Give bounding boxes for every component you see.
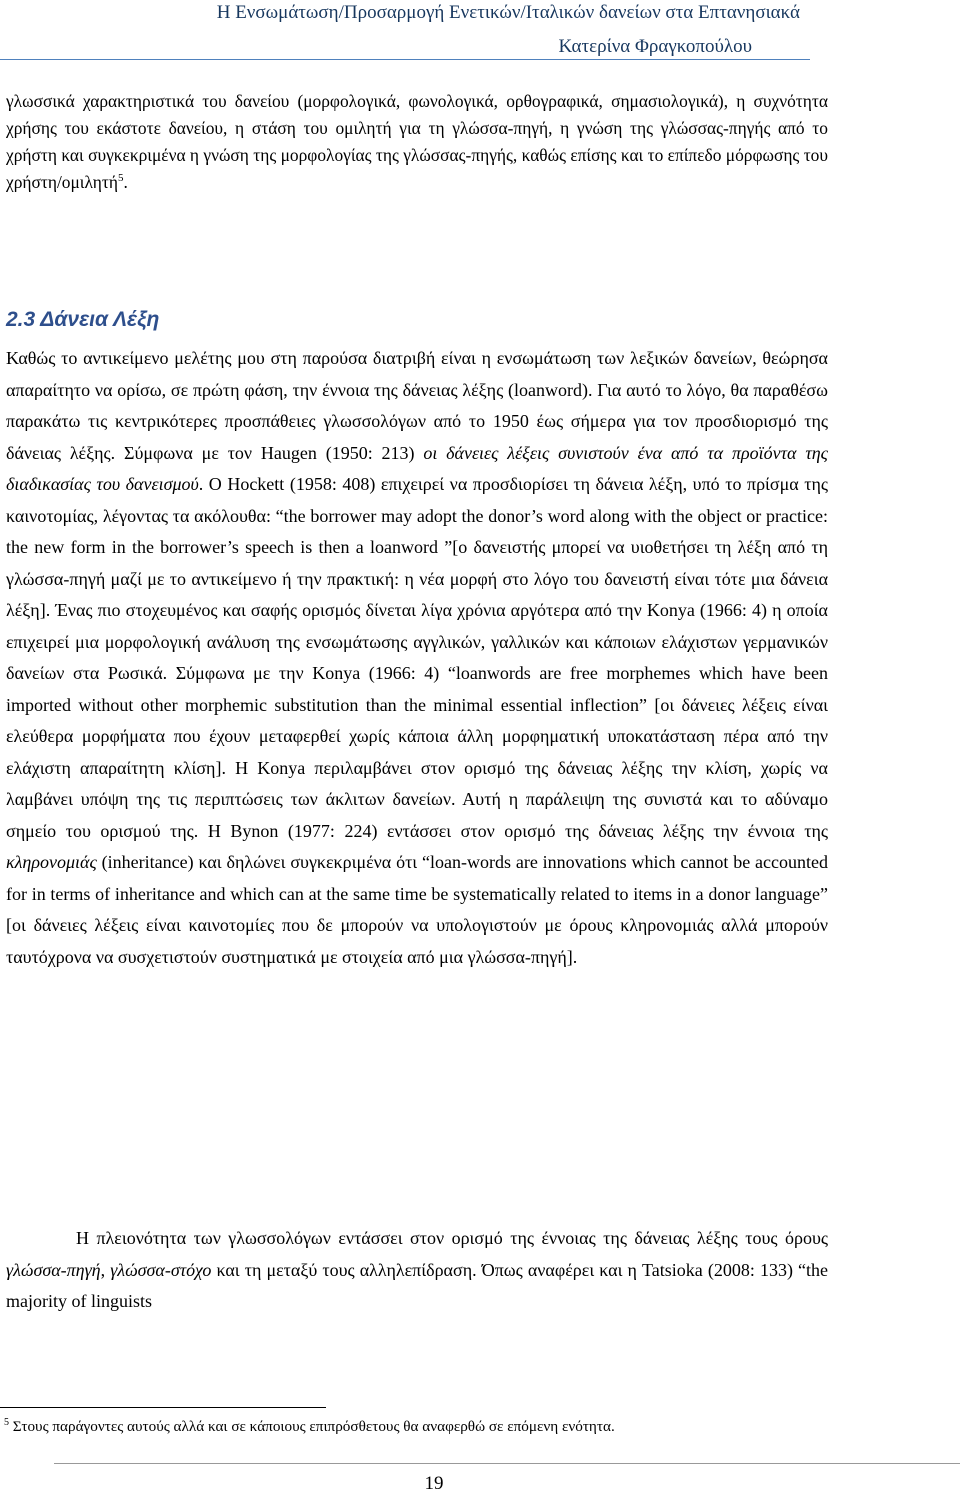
section-number: 2.3 bbox=[6, 308, 36, 331]
footnote bbox=[4, 1418, 615, 1436]
text-span: , bbox=[100, 1259, 111, 1280]
footnote-ref: 5 bbox=[117, 172, 124, 185]
paragraph-loanword-definitions bbox=[6, 343, 828, 973]
header-title: Η Ενσωμάτωση/Προσαρμογή Ενετικών/Ιταλικών δανείων στα Επτανησιακά bbox=[216, 2, 800, 23]
paragraph-continuation bbox=[6, 88, 828, 196]
footer-rule bbox=[54, 1463, 960, 1464]
running-header bbox=[0, 0, 960, 62]
footnote-text: Στους παράγοντες αυτούς αλλά και σε κάποιους επιπρόσθετους θα αναφερθώ σε επόμενη ενότητα. bbox=[9, 1418, 615, 1435]
section-title: Δάνεια Λέξη bbox=[40, 308, 160, 331]
header-rule bbox=[0, 59, 810, 60]
italic-span: οι δάνειες λέξεις συνιστούν ένα από τα προϊόντα της διαδικασίας του δανεισμού bbox=[6, 442, 828, 494]
paragraph-text: γλωσσικά χαρακτηριστικά του δανείου (μορφολογικά, φωνολογικά, ορθογραφικά, σημασιολογικά), η συχνότητα χρήσης του εκάστοτε δανείου, η στάση του ομιλητή για τη γλώσσα-πηγή, η γνώση της γλώσσας-πηγής από το χρήστη και συγκεκριμένα η γνώση της μορφολογίας της γλώσσας-πηγής, καθώς επίσης και το επίπεδο μόρφωσης του χρήστη/ομιλητή bbox=[6, 91, 828, 192]
footnote-number: 5 bbox=[4, 1416, 9, 1428]
italic-span: γλώσσα-στόχο bbox=[110, 1259, 212, 1280]
header-author: Κατερίνα Φραγκοπούλου bbox=[558, 36, 752, 57]
text-span: Καθώς το αντικείμενο μελέτης μου στη παρούσα διατριβή είναι η ενσωμάτωση των λεξικών δανείων, θεώρησα απαραίτητο να ορίσω, σε πρώτη φάση, την έννοια της δάνειας λέξης (loanword). Για αυτό το λόγο, θα παραθέσω παρακάτω τις κεντρικότερες προσπάθειες γλωσσολόγων από το 1950 έως σήμερα για τον προσδιορισμό της δάνειας λέξης. Σύμφωνα με τον Haugen (1950: 213) bbox=[6, 348, 828, 463]
text-span: (inheritance) και δηλώνει συγκεκριμένα ότι “loan-words are innovations which cannot be accounted for in terms of inheritance and which can at the same time be systematically related to items in a donor language” [οι δάνειες λέξεις είναι καινοτομίες που δε μπορούν να υπολογιστούν με όρους κληρονομιάς αλλά μπορούν ταυτόχρονα να συσχετιστούν συστηματικά με στοιχεία από μια γλώσσα-πηγή]. bbox=[6, 852, 828, 967]
italic-span: κληρονομιάς bbox=[6, 852, 97, 872]
footnote-separator bbox=[0, 1407, 326, 1408]
paragraph-end: . bbox=[123, 172, 128, 192]
page-number: 19 bbox=[424, 1473, 444, 1494]
text-span: Η πλειονότητα των γλωσσολόγων εντάσσει στον ορισμό της έννοιας της δάνειας λέξης τους όρους bbox=[76, 1228, 828, 1248]
paragraph-source-target bbox=[6, 1223, 828, 1318]
text-span: . Ο Hockett (1958: 408) επιχειρεί να προσδιορίσει τη δάνεια λέξη, υπό το πρίσμα της καινοτομίας, λέγοντας τα ακόλουθα: “the borrower may adopt the donor’s word along with the object or practice: the new form in the borrower’s speech is then a loanword ”[ο δανειστής μπορεί να υιοθετήσει τη λέξη από τη γλώσσα-πηγή μαζί με το αντικείμενο ή την πρακτική: η νέα μορφή στο λόγο του δανειστή είναι τότε μια δάνεια λέξη]. Ένας πιο στοχευμένος και σαφής ορισμός δίνεται λίγα χρόνια αργότερα από την Konya (1966: 4) η οποία επιχειρεί μια μορφολογική ανάλυση της ενσωμάτωσης αγγλικών, γαλλικών και κάποιων ελάχιστων γερμανικών δανείων στα Ρωσικά. Σύμφωνα με την Konya (1966: 4) “loanwords are free morphemes which have been imported without other morphemic substitution than the minimal essential inflection” [οι δάνειες λέξεις είναι ελεύθερα μορφήματα που έχουν μεταφερθεί χωρίς κάποια άλλη μορφηματική υποκατάσταση πέρα από την ελάχιστη απαραίτητη κλίση]. Η Konya περιλαμβάνει στον ορισμό της δάνειας λέξης την κλίση, χωρίς να λαμβάνει υπόψη της τις περιπτώσεις των άκλιτων δανείων. Αυτή η παράλειψη της συνιστά και το αδύναμο σημείο του ορισμού της. Η Bynon (1977: 224) εντάσσει στον ορισμό της δάνειας λέξης την έννοια της bbox=[6, 474, 828, 841]
section-heading bbox=[6, 308, 159, 332]
text-span: και τη μεταξύ τους αλληλεπίδραση. Όπως αναφέρει και η Tatsioka (2008: 133) “the majority of linguists bbox=[6, 1259, 829, 1311]
italic-span: γλώσσα-πηγή bbox=[6, 1259, 101, 1280]
